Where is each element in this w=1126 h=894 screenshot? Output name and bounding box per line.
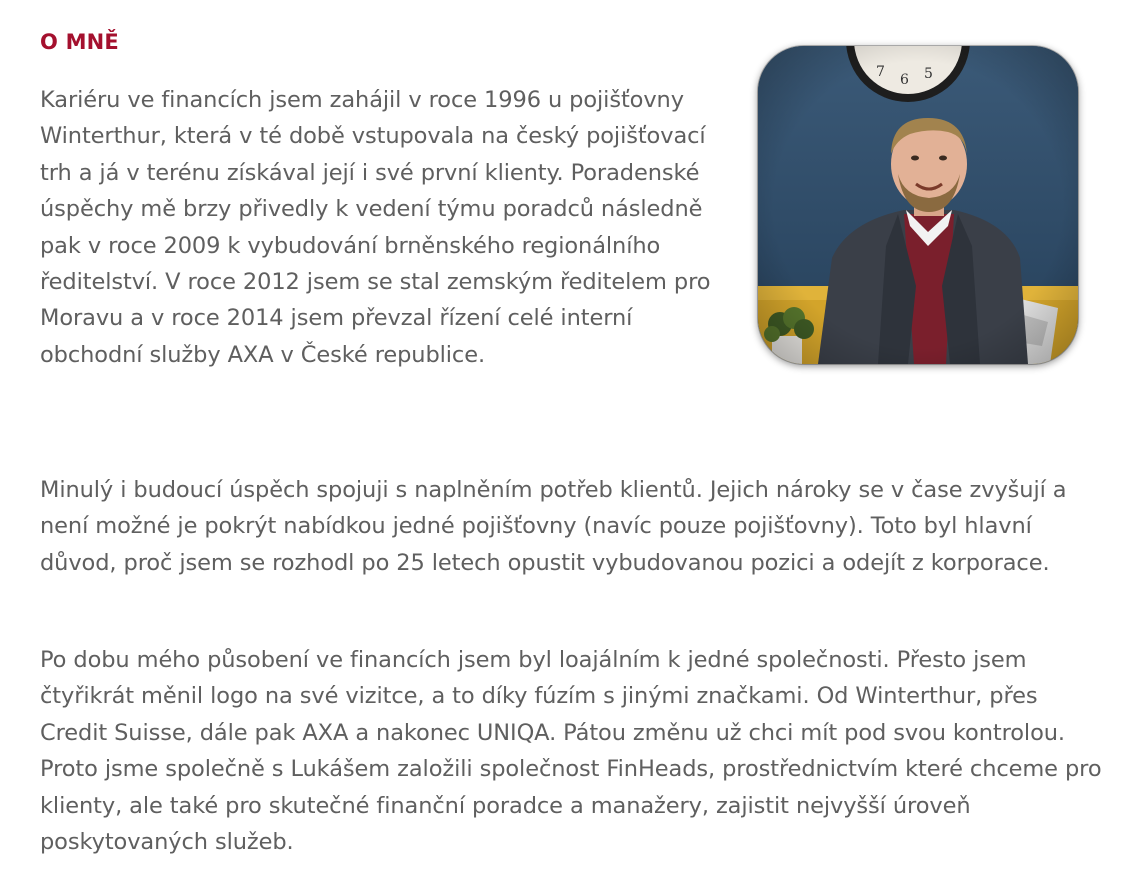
section-heading: O MNĚ	[40, 30, 119, 54]
paragraph-success: Minulý i budoucí úspěch spojuji s naplněním potřeb klientů. Jejich nároky se v čase zvyšují a není možné je pokrýt nabídkou jedné pojišťovny (navíc pouze pojišťovny). Toto byl hlavní důvod, proč jsem se rozhodl po 25 letech opustit vybudovanou pozici a odejít z korporace.	[40, 477, 1067, 576]
profile-photo	[758, 46, 1078, 364]
paragraph-career: Kariéru ve financích jsem zahájil v roce 1996 u pojišťovny Winterthur, která v té době vstupovala na český pojišťovací trh a já v terénu získával její i své první klienty. Poradenské úspěchy mě brzy přivedly k vedení týmu poradců následně pak v roce 2009 k vybudování brněnského regionálního ředitelství. V roce 2012 jsem se stal zemským ředitelem pro Moravu a v roce 2014 jsem převzal řízení celé interní obchodní služby AXA v České republice.	[40, 87, 711, 368]
paragraph-loyalty: Po dobu mého působení ve financích jsem byl loajálním k jedné společnosti. Přesto jsem čtyřikrát měnil logo na své vizitce, a to díky fúzím s jinými značkami. Od Winterthur, přes Credit Suisse, dále pak AXA a nakonec UNIQA. Pátou změnu už chci mít pod svou kontrolou. Proto jsme společně s Lukášem založili společnost FinHeads, prostřednictvím které chceme pro klienty, ale také pro skutečné finanční poradce a manažery, zajistit nejvyšší úroveň poskytovaných služeb.	[40, 647, 1102, 856]
